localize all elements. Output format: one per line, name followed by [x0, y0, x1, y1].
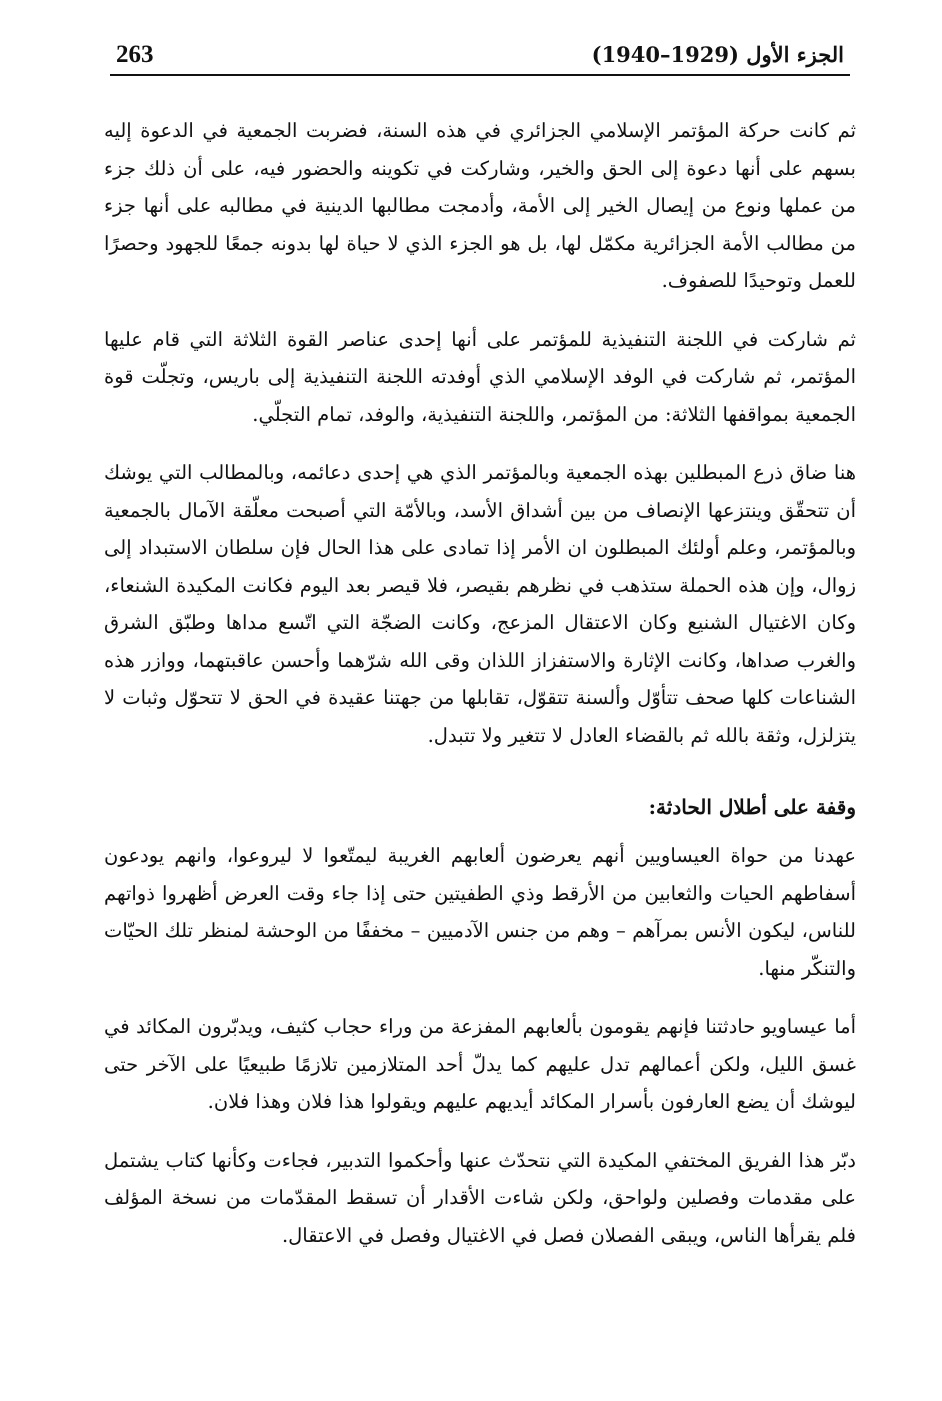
paragraph-hidden-plotters: أما عيساويو حادثتنا فإنهم يقومون بألعابهم المفزعة من وراء حجاب كثيف، ويدبّرون المكائد في غسق الليل، ولكن أعمالهم تدل عليهم كما يدلّ أحد المتلازمين تلازمًا طبيعيًا على الآخر حتى ليوشك أن يضع العارفون بأسرار المكائد أيديهم عليهم ويقولوا هذا فلان وهذا فلان. — [104, 1015, 856, 1113]
page-number: 263 — [116, 41, 154, 68]
running-title: الجزء الأول (1929–1940) — [591, 42, 844, 67]
paragraph-snake-charmers: عهدنا من حواة العيساويين أنهم يعرضون ألعابهم الغريبة ليمتّعوا لا ليروعوا، وانهم يودعون أسفاطهم الحيات والثعابين من الأرقط وذي الطفيتين حتى إذا جاء وقت العرض أظهروا ذواتهم للناس، ليكون الأنس بمرآهم – وهم من جنس الآدميين – مخففًا من الوحشة لمنظر تلك الحيّات والتنكّر منها. — [104, 844, 856, 980]
paragraph-opponents: هنا ضاق ذرع المبطلين بهذه الجمعية وبالمؤتمر الذي هي إحدى دعائمه، وبالمطالب التي يوشك أن تتحقّق وينتزعها الإنصاف من بين أشداق الأسد، وبالأمّة التي أصبحت معلّقة الآمال بالجمعية وبالمؤتمر، وعلم أولئك المبطلون ان الأمر إذا تمادى على هذا الحال فإن سلطان الاستبداد إلى زوال، وإن هذه الحملة ستذهب في نظرهم بقيصر، فلا قيصر بعد اليوم فكانت المكيدة الشنعاء، وكان الاغتيال الشنيع وكان الاعتقال المزعج، وكانت الضجّة التي اتّسع مداها وطبّق الشرق والغرب صداها، وكانت الإثارة والاستفزاز اللذان وقى الله شرّهما وأحسن عاقبتهما، ووازر هذه الشناعات كلها صحف تتأوّل وألسنة تتقوّل، تقابلها من جهتنا عقيدة في الحق لا تتحوّل وثبات لا يتزلزل، وثقة بالله ثم بالقضاء العادل لا تتغير ولا تتبدل. — [104, 461, 856, 747]
paragraph-congress: ثم كانت حركة المؤتمر الإسلامي الجزائري في هذه السنة، فضربت الجمعية في الدعوة إليه بسهم على أنها دعوة إلى الحق والخير، وشاركت في تكوينه والحضور فيه، على أن ذلك جزء من عملها ونوع من إيصال الخير إلى الأمة، وأدمجت مطالبها الدينية في مطالبه على أنها جزء من مطالب الأمة الجزائرية مكمّل لها، بل هو الجزء الذي لا حياة لها بدونه جمعًا للجهود وحصرًا للعمل وتوحيدًا للصفوف. — [104, 119, 856, 292]
section-heading: وقفة على أطلال الحادثة: — [648, 795, 856, 819]
paragraph-plot-chapters: دبّر هذا الفريق المختفي المكيدة التي نتحدّث عنها وأحكموا التدبير، فجاءت وكأنها كتاب يشتمل على مقدمات وفصلين ولواحق، ولكن شاءت الأقدار أن تسقط المقدّمات من نسخة المؤلف فلم يقرأها الناس، ويبقى الفصلان فصل في الاغتيال وفصل في الاعتقال. — [104, 1148, 856, 1247]
page-header — [110, 36, 850, 76]
header-rule — [110, 74, 850, 76]
paragraph-executive-committee: ثم شاركت في اللجنة التنفيذية للمؤتمر على أنها إحدى عناصر القوة الثلاثة التي قام عليها المؤتمر، ثم شاركت في الوفد الإسلامي الذي أوفدته اللجنة التنفيذية إلى باريس، وتجلّت قوة الجمعية بمواقفها الثلاثة: من المؤتمر، واللجنة التنفيذية، والوفد، تمام التجلّي. — [104, 327, 856, 426]
body-text — [104, 112, 856, 1275]
